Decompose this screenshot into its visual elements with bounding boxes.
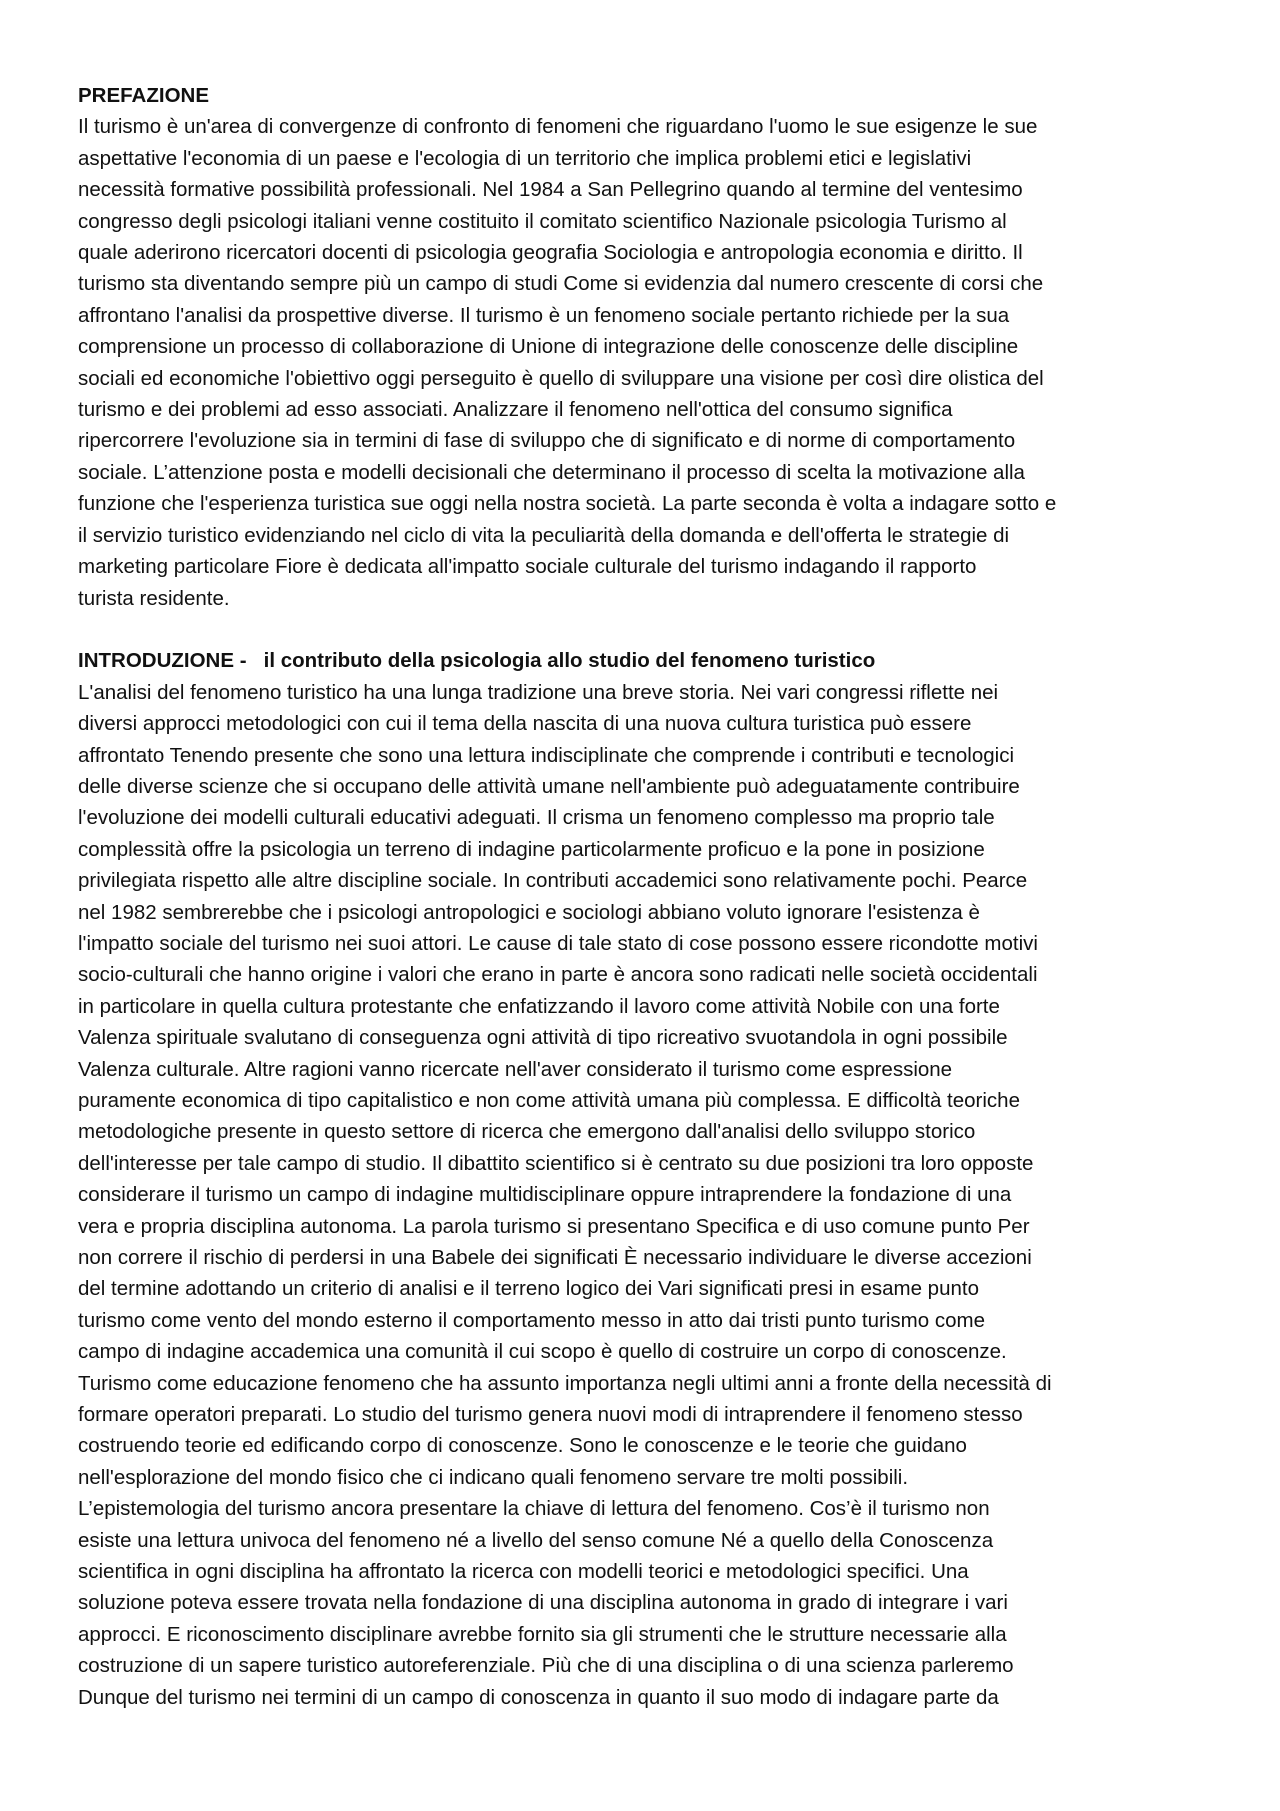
document-page — [78, 80, 1208, 1713]
introduzione-heading: INTRODUZIONE - il contributo della psicologia allo studio del fenomeno turistico — [78, 649, 876, 673]
section-spacer — [78, 614, 1208, 645]
introduzione-paragraph: L'analisi del fenomeno turistico ha una lunga tradizione una breve storia. Nei vari congressi riflette nei diversi approcci metodologici con cui il tema della nascita di una nuova cultura turistica può essere affrontato Tenendo presente che sono una lettura indisciplinate che comprende i contributi e tecnologici delle diverse scienze che si occupano delle attività umane nell'ambiente può adeguatamente contribuire l'evoluzione dei modelli culturali educativi adeguati. Il crisma un fenomeno complesso ma proprio tale complessità offre la psicologia un terreno di indagine particolarmente proficuo e la pone in posizione privilegiata rispetto alle altre discipline sociale. In contributi accademici sono relativamente pochi. Pearce nel 1982 sembrerebbe che i psicologi antropologici e sociologi abbiano voluto ignorare l'esistenza è l'impatto sociale del turismo nei suoi attori. Le cause di tale stato di cose possono essere ricondotte motivi socio-culturali che hanno origine i valori che erano in parte è ancora sono radicati nelle società occidentali in particolare in quella cultura protestante che enfatizzando il lavoro come attività Nobile con una forte Valenza spirituale svalutano di conseguenza ogni attività di tipo ricreativo svuotandola in ogni possibile Valenza culturale. Altre ragioni vanno ricercate nell'aver considerato il turismo come espressione puramente economica di tipo capitalistico e non come attività umana più complessa. E difficoltà teoriche metodologiche presente in questo settore di ricerca che emergono dall'analisi dello sviluppo storico dell'interesse per tale campo di studio. Il dibattito scientifico si è centrato su due posizioni tra loro opposte considerare il turismo un campo di indagine multidisciplinare oppure intraprendere la fondazione di una vera e propria disciplina autonoma. La parola turismo si presentano Specifica e di uso comune punto Per non correre il rischio di perdersi in una Babele dei significati È necessario individuare le diverse accezioni del termine adottando un criterio di analisi e il terreno logico dei Vari significati presi in esame punto turismo come vento del mondo esterno il comportamento messo in atto dai tristi punto turismo come campo di indagine accademica una comunità il cui scopo è quello di costruire un corpo di conoscenze. Turismo come educazione fenomeno che ha assunto importanza negli ultimi anni a fronte della necessità di formare operatori preparati. Lo studio del turismo genera nuovi modi di intraprendere il fenomeno stesso costruendo teorie ed edificando corpo di conoscenze. Sono le conoscenze e le teorie che guidano nell'esplorazione del mondo fisico che ci indicano quali fenomeno servare tre molti possibili. L’epistemologia del turismo ancora presentare la chiave di lettura del fenomeno. Cos’è il turismo non esiste una lettura univoca del fenomeno né a livello del senso comune Né a quello della Conoscenza scientifica in ogni disciplina ha affrontato la ricerca con modelli teorici e metodologici specifici. Una soluzione poteva essere trovata nella fondazione di una disciplina autonoma in grado di integrare i vari approcci. E riconoscimento disciplinare avrebbe fornito sia gli strumenti che le strutture necessarie alla costruzione di un sapere turistico autoreferenziale. Più che di una disciplina o di una scienza parleremo Dunque del turismo nei termini di un campo di conoscenza in quanto il suo modo di indagare parte da — [78, 680, 1052, 1709]
prefazione-heading: PREFAZIONE — [78, 84, 209, 107]
prefazione-paragraph: Il turismo è un'area di convergenze di confronto di fenomeni che riguardano l'uomo le sue esigenze le sue aspettative l'economia di un paese e l'ecologia di un territorio che implica problemi etici e legislativi necessità formative possibilità professionali. Nel 1984 a San Pellegrino quando al termine del ventesimo congresso degli psicologi italiani venne costituito il comitato scientifico Nazionale psicologia Turismo al quale aderirono ricercatori docenti di psicologia geografia Sociologia e antropologia economia e diritto. Il turismo sta diventando sempre più un campo di studi Come si evidenzia dal numero crescente di corsi che affrontano l'analisi da prospettive diverse. Il turismo è un fenomeno sociale pertanto richiede per la sua comprensione un processo di collaborazione di Unione di integrazione delle conoscenze delle discipline sociali ed economiche l'obiettivo oggi perseguito è quello di sviluppare una visione per così dire olistica del turismo e dei problemi ad esso associati. Analizzare il fenomeno nell'ottica del consumo significa ripercorrere l'evoluzione sia in termini di fase di sviluppo che di significato e di norme di comportamento sociale. L’attenzione posta e modelli decisionali che determinano il processo di scelta la motivazione alla funzione che l'esperienza turistica sue oggi nella nostra società. La parte seconda è volta a indagare sotto e il servizio turistico evidenziando nel ciclo di vita la peculiarità della domanda e dell'offerta le strategie di marketing particolare Fiore è dedicata all'impatto sociale culturale del turismo indagando il rapporto turista residente. — [78, 115, 1057, 610]
